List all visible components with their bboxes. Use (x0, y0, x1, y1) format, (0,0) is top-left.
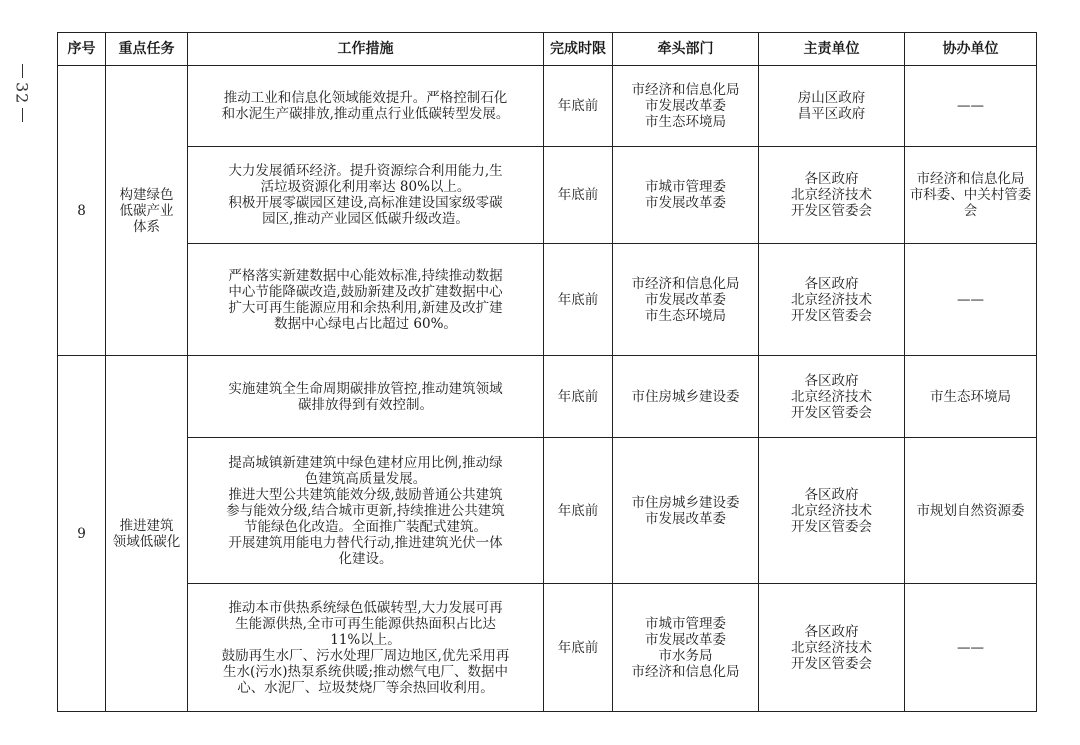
lead-department-cell: 市住房城乡建设委 市发展改革委 (613, 438, 759, 584)
table-row (58, 147, 1037, 244)
lead-department-cell: 市经济和信息化局 市发展改革委 市生态环境局 (613, 244, 759, 356)
table-row (58, 356, 1037, 438)
table-row (58, 66, 1037, 147)
assist-unit-cell: 市经济和信息化局 市科委、中关村管委会 (905, 147, 1037, 244)
task-cell: 构建绿色 低碳产业 体系 (106, 66, 188, 356)
seq-cell: 9 (58, 356, 106, 712)
main-unit-cell: 房山区政府 昌平区政府 (759, 66, 905, 147)
header-row (58, 33, 1037, 66)
header-measure: 工作措施 (188, 33, 544, 66)
lead-department-cell: 市城市管理委 市发展改革委 (613, 147, 759, 244)
main-unit-cell: 各区政府 北京经济技术 开发区管委会 (759, 438, 905, 584)
header-assist-unit: 协办单位 (905, 33, 1037, 66)
header-task: 重点任务 (106, 33, 188, 66)
deadline-cell: 年底前 (544, 147, 613, 244)
assist-unit-cell: —— (905, 584, 1037, 712)
deadline-cell: 年底前 (544, 356, 613, 438)
lead-department-cell: 市住房城乡建设委 (613, 356, 759, 438)
page-number-dash-top (22, 64, 23, 78)
page-number (8, 60, 36, 126)
lead-department-cell: 市城市管理委 市发展改革委 市水务局 市经济和信息化局 (613, 584, 759, 712)
deadline-cell: 年底前 (544, 66, 613, 147)
assist-unit-cell: 市规划自然资源委 (905, 438, 1037, 584)
main-unit-cell: 各区政府 北京经济技术 开发区管委会 (759, 244, 905, 356)
assist-unit-cell: —— (905, 66, 1037, 147)
page-number-dash-bottom (22, 108, 23, 122)
measure-cell: 推动本市供热系统绿色低碳转型,大力发展可再 生能源供热,全市可再生能源供热面积占比达 11%以上。 鼓励再生水厂、污水处理厂周边地区,优先采用再 生水(污水)热泵系统供暖;推动燃气电厂、数据中 心、水泥厂、垃圾焚烧厂等余热回收利用。 (188, 584, 544, 712)
main-unit-cell: 各区政府 北京经济技术 开发区管委会 (759, 584, 905, 712)
deadline-cell: 年底前 (544, 438, 613, 584)
assist-unit-cell: —— (905, 244, 1037, 356)
measure-cell: 严格落实新建数据中心能效标准,持续推动数据 中心节能降碳改造,鼓励新建及改扩建数据中心 扩大可再生能源应用和余热利用,新建及改扩建 数据中心绿电占比超过 60%。 (188, 244, 544, 356)
measure-cell: 实施建筑全生命周期碳排放管控,推动建筑领域 碳排放得到有效控制。 (188, 356, 544, 438)
assist-unit-cell: 市生态环境局 (905, 356, 1037, 438)
main-unit-cell: 各区政府 北京经济技术 开发区管委会 (759, 147, 905, 244)
task-cell: 推进建筑 领域低碳化 (106, 356, 188, 712)
tasks-table (57, 32, 1037, 712)
table-row (58, 584, 1037, 712)
table-row (58, 438, 1037, 584)
deadline-cell: 年底前 (544, 584, 613, 712)
header-seq: 序号 (58, 33, 106, 66)
header-lead-department: 牵头部门 (613, 33, 759, 66)
seq-cell: 8 (58, 66, 106, 356)
table-row (58, 244, 1037, 356)
header-deadline: 完成时限 (544, 33, 613, 66)
page-number-value: 32 (12, 82, 32, 105)
header-main-unit: 主责单位 (759, 33, 905, 66)
lead-department-cell: 市经济和信息化局 市发展改革委 市生态环境局 (613, 66, 759, 147)
main-unit-cell: 各区政府 北京经济技术 开发区管委会 (759, 356, 905, 438)
deadline-cell: 年底前 (544, 244, 613, 356)
measure-cell: 提高城镇新建建筑中绿色建材应用比例,推动绿 色建筑高质量发展。 推进大型公共建筑能效分级,鼓励普通公共建筑 参与能效分级,结合城市更新,持续推进公共建筑 节能绿色化改造。全面推广装配式建筑。 开展建筑用能电力替代行动,推进建筑光伏一体 化建设。 (188, 438, 544, 584)
measure-cell: 推动工业和信息化领域能效提升。严格控制石化 和水泥生产碳排放,推动重点行业低碳转型发展。 (188, 66, 544, 147)
measure-cell: 大力发展循环经济。提升资源综合利用能力,生 活垃圾资源化利用率达 80%以上。 积极开展零碳园区建设,高标准建设国家级零碳 园区,推动产业园区低碳升级改造。 (188, 147, 544, 244)
